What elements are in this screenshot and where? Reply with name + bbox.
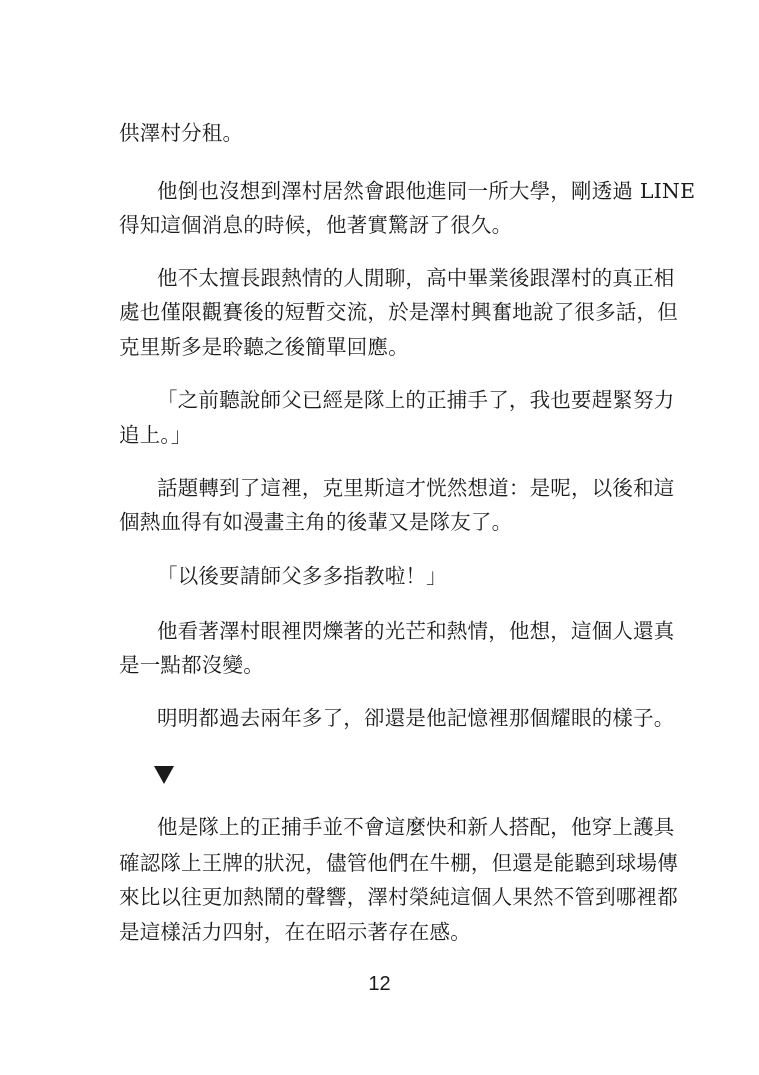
text-line: 得知這個消息的時候，他著實驚訝了很久。 (119, 213, 513, 237)
text-line: 克里斯多是聆聽之後簡單回應。 (119, 335, 409, 359)
text-line: 是一點都沒變。 (119, 653, 264, 677)
text-line: 話題轉到了這裡，克里斯這才恍然想道：是呢，以後和這 (157, 476, 675, 500)
text-line: 他看著澤村眼裡閃爍著的光芒和熱情，他想，這個人還真 (157, 619, 675, 643)
text-line: 「之前聽說師父已經是隊上的正捕手了，我也要趕緊努力 (157, 388, 675, 412)
text-line: 他是隊上的正捕手並不會這麼快和新人搭配，他穿上護具 (157, 815, 675, 839)
page-number: 12 (368, 973, 391, 995)
text-line: 來比以往更加熱鬧的聲響，澤村榮純這個人果然不管到哪裡都 (119, 885, 678, 909)
text-line: 個熱血得有如漫畫主角的後輩又是隊友了。 (119, 510, 513, 534)
text-line: 「以後要請師父多多指教啦！」 (157, 564, 447, 588)
down-triangle-icon (154, 766, 174, 784)
text-line: 處也僅限觀賽後的短暫交流，於是澤村興奮地說了很多話，但 (119, 300, 678, 324)
text-line: 他不太擅長跟熱情的人閒聊，高中畢業後跟澤村的真正相 (157, 266, 675, 290)
text-line: 他倒也沒想到澤村居然會跟他進同一所大學，剛透過 LINE (157, 179, 696, 203)
text-line: 供澤村分租。 (119, 121, 244, 145)
text-line: 明明都過去兩年多了，卻還是他記憶裡那個耀眼的樣子。 (157, 706, 675, 730)
text-line: 追上。」 (119, 423, 192, 447)
text-line: 確認隊上王牌的狀況，儘管他們在牛棚，但還是能聽到球場傳 (119, 851, 678, 875)
text-line: 是這樣活力四射，在在昭示著存在感。 (119, 920, 471, 944)
